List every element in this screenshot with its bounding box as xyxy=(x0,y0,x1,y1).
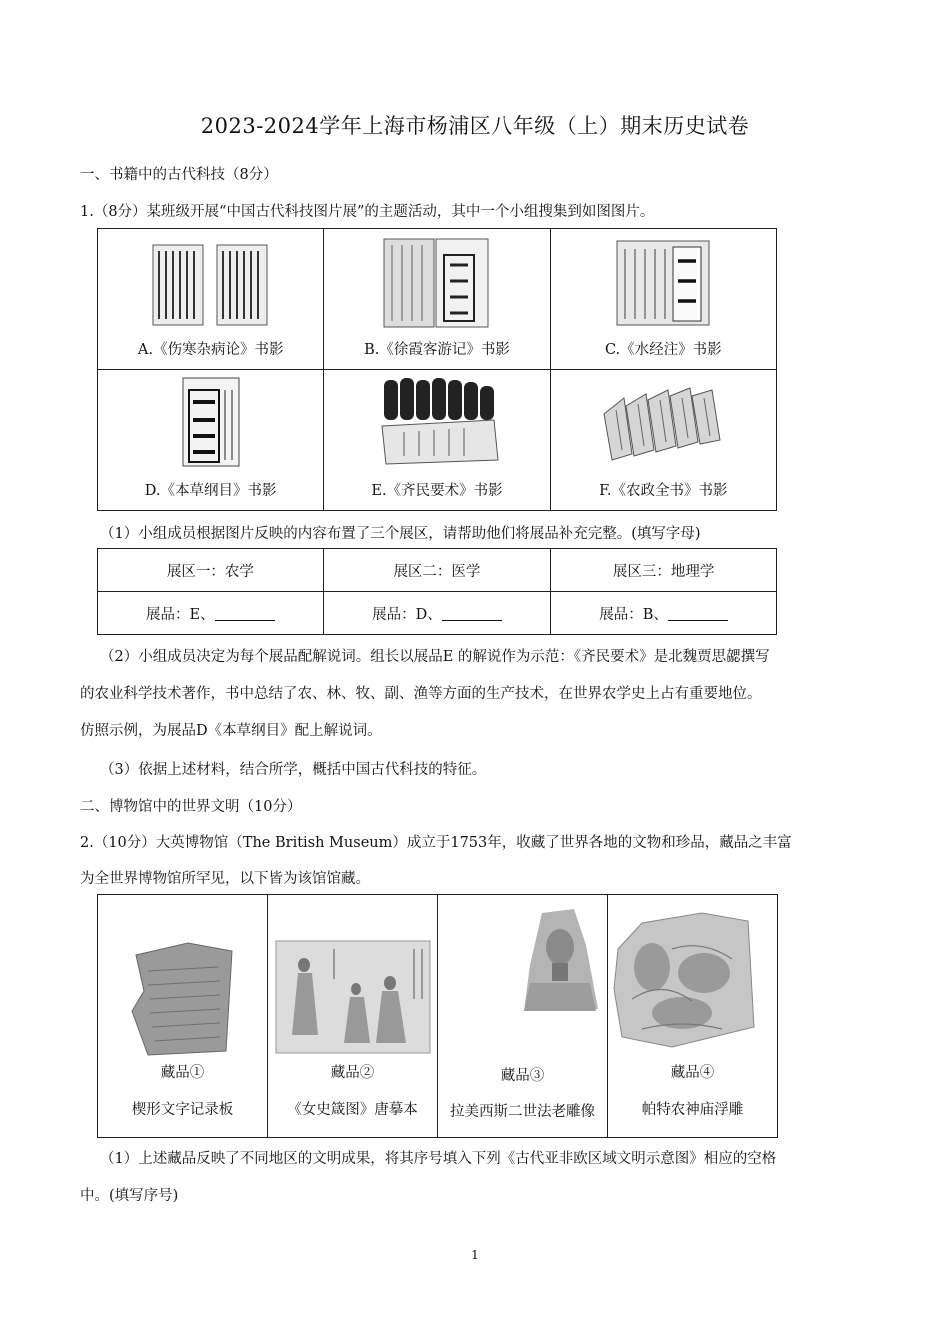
museum-item-4-name: 帕特农神庙浮雕 xyxy=(641,1102,744,1118)
book-image-grid xyxy=(97,228,777,511)
answer-blank[interactable] xyxy=(668,606,728,621)
image-cell-c xyxy=(550,229,776,370)
museum-item-2-text xyxy=(268,1055,437,1129)
question-1-sub-2-line-2: 的农业科学技术著作，书中总结了农、林、牧、副、渔等方面的生产技术，在世界农学史上占有重要地位。 xyxy=(80,686,762,702)
image-cell-a xyxy=(98,229,324,370)
caption-c: C.《水经注》书影 xyxy=(604,342,722,358)
exhibit-header-geography: 展区三：地理学 xyxy=(551,549,777,592)
book-photo-f xyxy=(598,384,728,464)
museum-item-1 xyxy=(98,895,268,1138)
painting-photo xyxy=(274,939,432,1055)
exhibit-header-agriculture: 展区一：农学 xyxy=(98,549,324,592)
book-photo-d xyxy=(181,376,241,468)
museum-items-grid xyxy=(97,894,778,1138)
caption-d: D.《本草纲目》书影 xyxy=(144,483,277,499)
museum-item-3 xyxy=(438,895,608,1138)
museum-item-4 xyxy=(608,895,778,1138)
exhibit-table xyxy=(97,548,777,635)
page-number: 1 xyxy=(471,1248,479,1262)
exhibit-cell-label: 展品：D、 xyxy=(372,606,442,623)
image-cell-f xyxy=(550,370,776,511)
museum-item-3-text xyxy=(438,1058,607,1129)
museum-item-3-name: 拉美西斯二世法老雕像 xyxy=(450,1104,595,1120)
exhibit-cell-agriculture xyxy=(98,592,324,635)
section-heading-1: 一、书籍中的古代科技（8分） xyxy=(80,167,278,183)
book-photo-b xyxy=(382,237,492,329)
caption-a: A.《伤寒杂病论》书影 xyxy=(137,342,284,358)
museum-item-1-name: 楔形文字记录板 xyxy=(131,1102,234,1118)
museum-item-4-label: 藏品④ xyxy=(670,1065,715,1081)
question-1-sub-1: （1）小组成员根据图片反映的内容布置了三个展区，请帮助他们将展品补充完整。(填写字母) xyxy=(100,526,701,542)
exhibit-header-medicine: 展区二：医学 xyxy=(323,549,551,592)
exhibit-cell-label: 展品：B、 xyxy=(599,606,668,623)
image-cell-b xyxy=(324,229,550,370)
question-1-stem: 1.（8分）某班级开展“中国古代科技图片展”的主题活动，其中一个小组搜集到如图图片。 xyxy=(80,204,655,220)
question-1-sub-2-line-3: 仿照示例，为展品D《本草纲目》配上解说词。 xyxy=(80,723,382,739)
question-2-sub-1-line-1: （1）上述藏品反映了不同地区的文明成果，将其序号填入下列《古代亚非欧区域文明示意图》相应的空格 xyxy=(100,1151,777,1167)
caption-e: E.《齐民要术》书影 xyxy=(371,483,503,499)
question-2-sub-1-line-2: 中。(填写序号) xyxy=(80,1188,179,1204)
clay-tablet-photo xyxy=(128,941,238,1059)
question-2-line-2: 为全世界博物馆所罕见，以下皆为该馆馆藏。 xyxy=(80,871,370,887)
question-2-line-1: 2.（10分）大英博物馆（The British Museum）成立于1753年，收藏了世界各地的文物和珍品，藏品之丰富 xyxy=(80,835,792,851)
parthenon-relief-photo xyxy=(612,909,758,1051)
exhibit-cell-geography xyxy=(551,592,777,635)
museum-item-1-text xyxy=(98,1055,267,1129)
page-title: 2023-2024学年上海市杨浦区八年级（上）期末历史试卷 xyxy=(200,114,750,138)
book-photo-c xyxy=(615,239,711,327)
museum-item-3-label: 藏品③ xyxy=(500,1068,545,1084)
image-cell-d xyxy=(98,370,324,511)
book-photo-a xyxy=(151,241,271,327)
question-1-sub-3: （3）依据上述材料，结合所学，概括中国古代科技的特征。 xyxy=(100,762,487,778)
caption-f: F.《农政全书》书影 xyxy=(599,483,728,499)
caption-b: B.《徐霞客游记》书影 xyxy=(364,342,510,358)
answer-blank[interactable] xyxy=(215,606,275,621)
section-heading-2: 二、博物馆中的世界文明（10分） xyxy=(80,799,302,815)
museum-item-4-text xyxy=(608,1055,777,1129)
answer-blank[interactable] xyxy=(442,606,502,621)
exhibit-cell-medicine xyxy=(323,592,551,635)
museum-item-2-label: 藏品② xyxy=(330,1065,375,1081)
image-cell-e xyxy=(324,370,550,511)
book-photo-e xyxy=(374,374,500,466)
museum-item-2 xyxy=(268,895,438,1138)
pharaoh-statue-photo xyxy=(520,905,600,1015)
exhibit-cell-label: 展品：E、 xyxy=(146,606,215,623)
museum-item-2-name: 《女史箴图》唐摹本 xyxy=(287,1102,418,1118)
question-1-sub-2-line-1: （2）小组成员决定为每个展品配解说词。组长以展品E 的解说作为示范：《齐民要术》是北魏贾思勰撰写 xyxy=(100,649,770,665)
museum-item-1-label: 藏品① xyxy=(160,1065,205,1081)
